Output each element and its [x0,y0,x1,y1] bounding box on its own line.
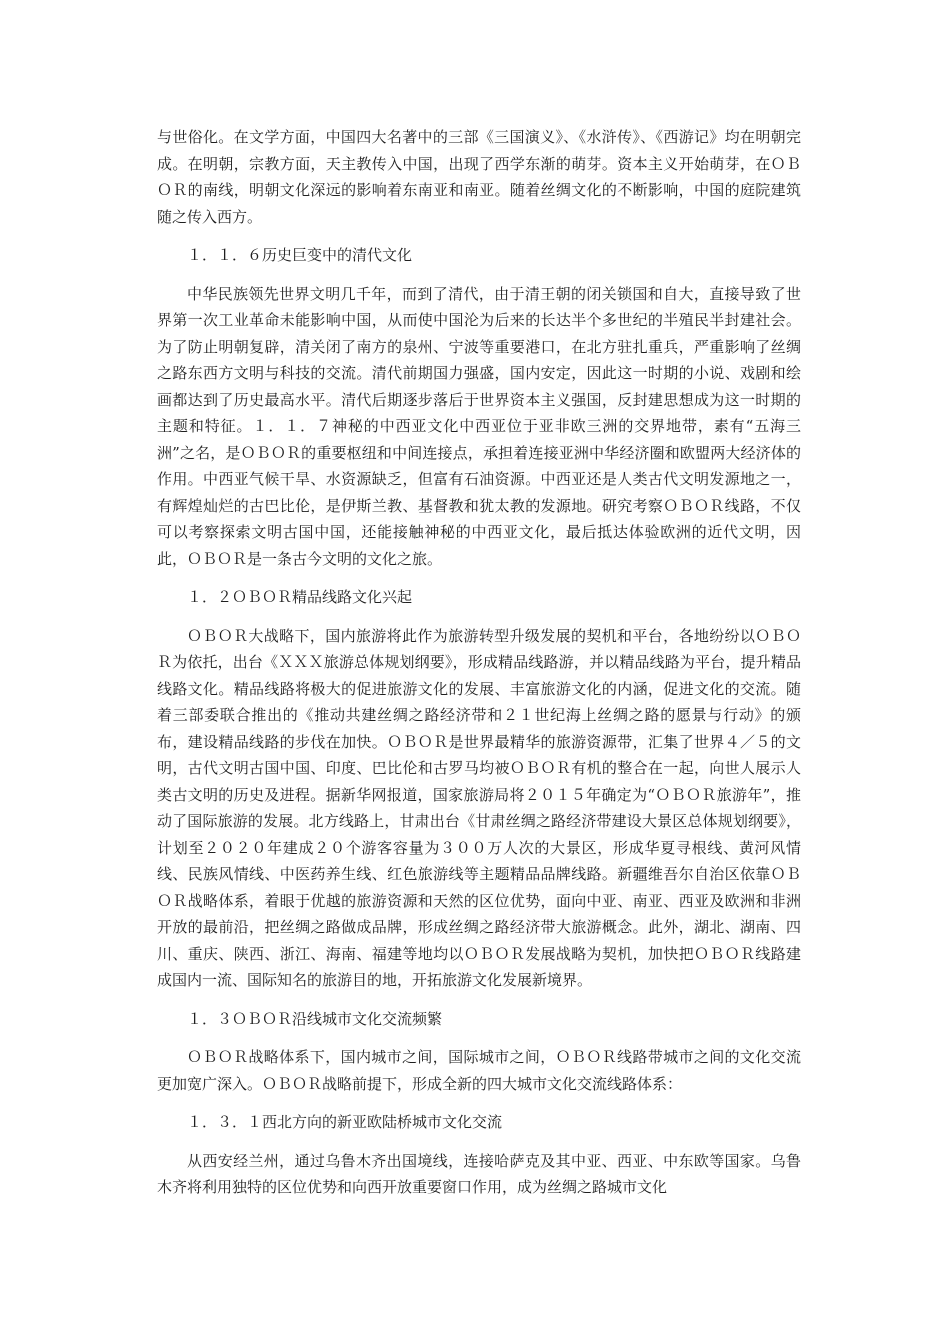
paragraph-qing-culture: 中华民族领先世界文明几千年，而到了清代，由于清王朝的闭关锁国和自大，直接导致了世界第一次工业革命未能影响中国，从而使中国沦为后来的长达半个多世纪的半殖民半封建社会。为了防止明朝复辟，清关闭了南方的泉州、宁波等重要港口，在北方驻扎重兵，严重影响了丝绸之路东西方文明与科技的交流。清代前期国力强盛，国内安定，因此这一时期的小说、戏剧和绘画都达到了历史最高水平。清代后期逐步落后于世界资本主义强国，反封建思想成为这一时期的主题和特征。１．１．７神秘的中西亚文化中西亚位于亚非欧三洲的交界地带，素有“五海三洲”之名，是ＯＢＯＲ的重要枢纽和中间连接点，承担着连接亚洲中华经济圈和欧盟两大经济体的作用。中西亚气候干旱、水资源缺乏，但富有石油资源。中西亚还是人类古代文明发源地之一，有辉煌灿烂的古巴比伦，是伊斯兰教、基督教和犹太教的发源地。研究考察ＯＢＯＲ线路，不仅可以考察探索文明古国中国，还能接触神秘的中西亚文化，最后抵达体验欧洲的近代文明，因此，ＯＢＯＲ是一条古今文明的文化之旅。 [157,284,801,568]
section-heading-1-3: １．３ＯＢＯＲ沿线城市文化交流频繁 [187,1009,443,1028]
section-heading-1-2: １．２ＯＢＯＲ精品线路文化兴起 [187,588,413,606]
section-heading-1-3-1: １．３．１西北方向的新亚欧陆桥城市文化交流 [187,1113,503,1131]
paragraph-ming-culture-end: 与世俗化。在文学方面，中国四大名著中的三部《三国演义》、《水浒传》、《西游记》均在明朝完成。在明朝，宗教方面，天主教传入中国，出现了西学东渐的萌芽。资本主义开始萌芽，在ＯＢＯＲ的南线，明朝文化深远的影响着东南亚和南亚。随着丝绸文化的不断影响，中国的庭院建筑随之传入西方。 [157,128,801,226]
document-body [157,124,801,1213]
paragraph-city-exchange: ＯＢＯＲ战略体系下，国内城市之间，国际城市之间，ＯＢＯＲ线路带城市之间的文化交流更加宽广深入。ＯＢＯＲ战略前提下，形成全新的四大城市文化交流线路体系： [157,1048,801,1093]
paragraph-northwest-bridge: 从西安经兰州，通过乌鲁木齐出国境线，连接哈萨克及其中亚、西亚、中东欧等国家。乌鲁木齐将利用独特的区位优势和向西开放重要窗口作用，成为丝绸之路城市文化 [157,1151,801,1196]
section-heading-1-1-6: １．１．６历史巨变中的清代文化 [187,246,413,264]
paragraph-premium-routes: ＯＢＯＲ大战略下，国内旅游将此作为旅游转型升级发展的契机和平台，各地纷纷以ＯＢＯＲ为依托，出台《ＸＸＸ旅游总体规划纲要》，形成精品线路游，并以精品线路为平台，提升精品线路文化。精品线路将极大的促进旅游文化的发展、丰富旅游文化的内涵，促进文化的交流。随着三部委联合推出的《推动共建丝绸之路经济带和２１世纪海上丝绸之路的愿景与行动》的颁布，建设精品线路的步伐在加快。ＯＢＯＲ是世界最精华的旅游资源带，汇集了世界４／５的文明，古代文明古国中国、印度、巴比伦和古罗马均被ＯＢＯＲ有机的整合在一起，向世人展示人类古文明的历史及进程。据新华网报道，国家旅游局将２０１５年确定为“ＯＢＯＲ旅游年”，推动了国际旅游的发展。北方线路上，甘肃出台《甘肃丝绸之路经济带建设大景区总体规划纲要》，计划至２０２０年建成２０个游客容量为３００万人次的大景区，形成华夏寻根线、黄河风情线、民族风情线、中医药养生线、红色旅游线等主题精品品牌线路。新疆维吾尔自治区依靠ＯＢＯＲ战略体系，着眼于优越的旅游资源和天然的区位优势，面向中亚、南亚、西亚及欧洲和非洲开放的最前沿，把丝绸之路做成品牌，形成丝绸之路经济带大旅游概念。此外，湖北、湖南、四川、重庆、陕西、浙江、海南、福建等地均以ＯＢＯＲ发展战略为契机，加快把ＯＢＯＲ线路建成国内一流、国际知名的旅游目的地，开拓旅游文化发展新境界。 [157,626,801,989]
